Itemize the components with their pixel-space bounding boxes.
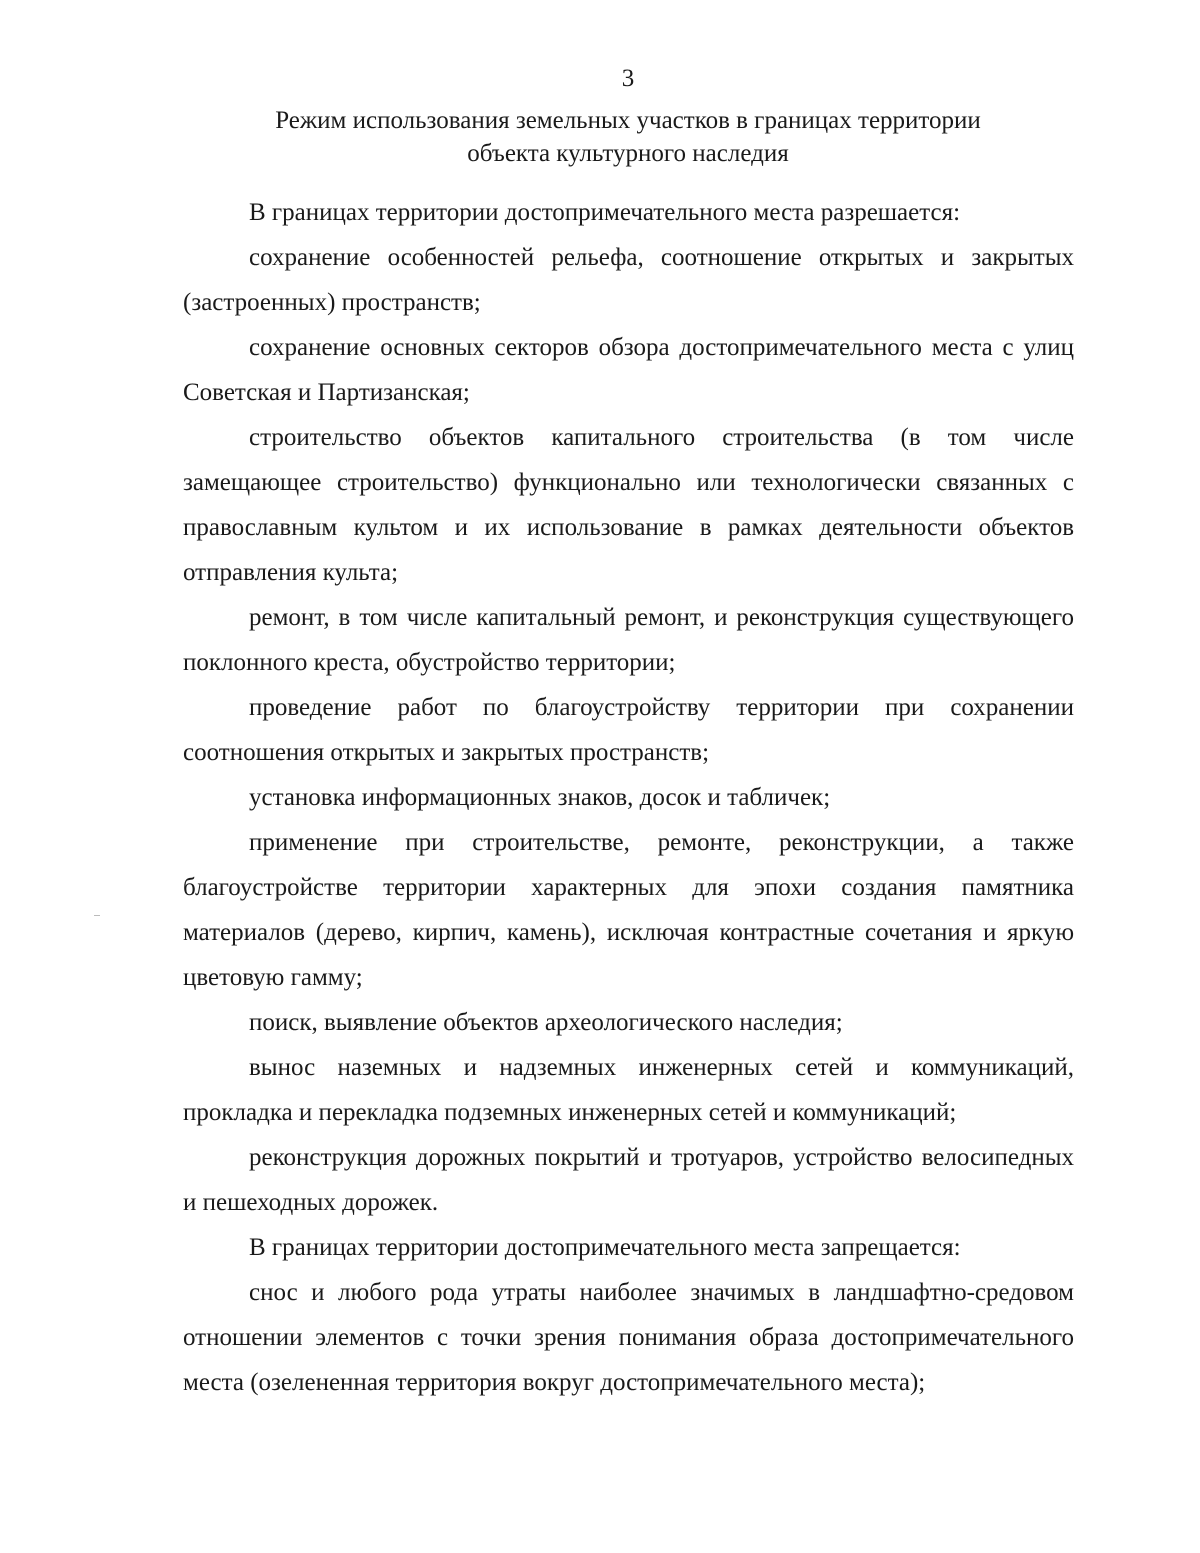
paragraph-materials: применение при строительстве, ремонте, реконструкции, а также благоустройстве территории характерных для эпохи создания памятника материалов (дерево, кирпич, камень), исключая контрастные сочетания и яркую цветовую гамму; [183, 829, 1074, 991]
scan-mark [94, 915, 100, 916]
paragraph-archaeology: поиск, выявление объектов археологического наследия; [249, 1009, 843, 1036]
paragraph-view-sectors: сохранение основных секторов обзора достопримечательного места с улиц Советская и Партизанская; [183, 334, 1074, 406]
paragraph-prohibited-intro: В границах территории достопримечательного места запрещается: [249, 1234, 961, 1261]
section-heading [0, 104, 1200, 170]
paragraph-construction: строительство объектов капитального строительства (в том числе замещающее строительство) функционально или технологически связанных с православным культом и их использование в рамках деятельности объектов отправления культа; [183, 424, 1074, 586]
paragraph-landscaping: проведение работ по благоустройству территории при сохранении соотношения открытых и закрытых пространств; [183, 694, 1074, 766]
heading-line-2: объекта культурного наследия [467, 140, 789, 167]
page-number: 3 [621, 65, 635, 92]
paragraph-repair: ремонт, в том числе капитальный ремонт, и реконструкция существующего поклонного креста, обустройство территории; [183, 604, 1074, 676]
document-body [183, 190, 1074, 1405]
paragraph-demolition: снос и любого рода утраты наиболее значимых в ландшафтно-средовом отношении элементов с точки зрения понимания образа достопримечательного места (озелененная территория вокруг достопримечательного места); [183, 1279, 1074, 1396]
paragraph-relief: сохранение особенностей рельефа, соотношение открытых и закрытых (застроенных) пространств; [183, 244, 1074, 316]
paragraph-utilities: вынос наземных и надземных инженерных сетей и коммуникаций, прокладка и перекладка подземных инженерных сетей и коммуникаций; [183, 1054, 1074, 1126]
paragraph-signs: установка информационных знаков, досок и табличек; [249, 784, 831, 811]
heading-line-1: Режим использования земельных участков в границах территории [275, 107, 981, 134]
paragraph-allowed-intro: В границах территории достопримечательного места разрешается: [249, 199, 961, 226]
paragraph-roads: реконструкция дорожных покрытий и тротуаров, устройство велосипедных и пешеходных дорожек. [183, 1144, 1074, 1216]
